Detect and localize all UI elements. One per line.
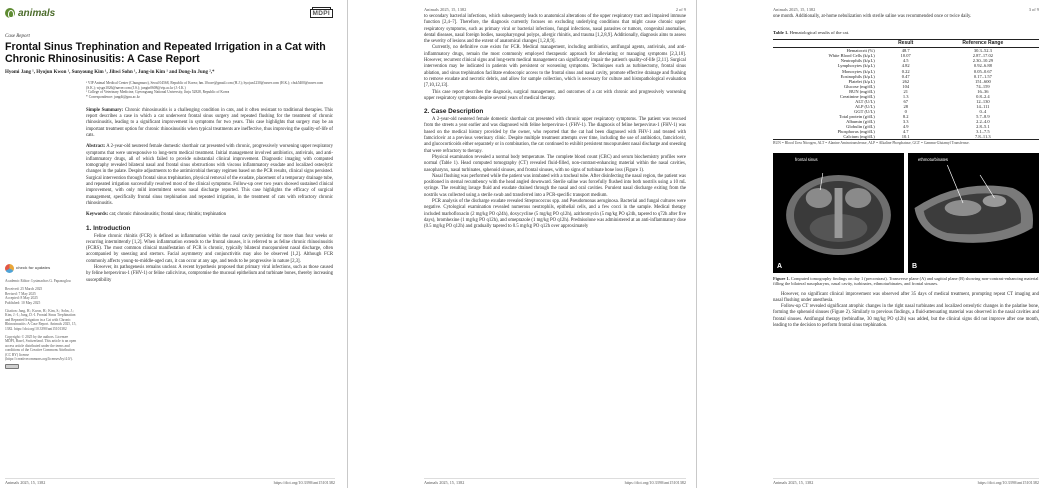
case-description-text — [424, 117, 686, 230]
page-number: 3 of 9 — [1028, 7, 1039, 12]
table-cell-parameter: Platelet (k/μL) — [848, 78, 875, 84]
page-number: 2 of 9 — [675, 7, 686, 12]
table-cell-result: 28 — [903, 103, 908, 109]
table-cell-range: 2.87–17.02 — [972, 53, 993, 59]
check-updates-icon — [5, 264, 14, 273]
paragraph: Currently, no definitive cure exists for FCR. Medical management, including antibiotics, antifungal agents, antivirals, and anti-inflammatory drugs, remain the most commonly employed therapeutic approach for alleviating or managing symptoms [2,3,10]. However, recurrent clinical signs and long-term medical management can significantly impair the patient's quality-of-life [2,11]. Surgical intervention may be indicated in patients with persistent or worsening symptoms. Techniques such as turbinectomy, frontal sinus ablation, and sinus trephination facilitate endoscopic access to the frontal sinus and nasal cavity, promote effective drainage and flushing to remove exudate and necrotic debris, and allow for sample collection, which is necessary for culture and histopathological evaluation [7,10,12,13]. — [424, 45, 686, 89]
paragraph: However, its pathogenesis remains unclear. A recent hypothesis proposed that primary viral infections, such as those caused by feline herpesvirus-1 (FHV-1) or feline calicivirus, compromise the mucosal epithelium and turbinate bones, thereby increasing susceptibility — [86, 265, 333, 283]
paragraph: A 2-year-old neutered female domestic shorthair cat presented with chronic upper respiratory symptoms. The patient was rescued from the streets a year earlier and was diagnosed with feline herpesvirus-1 (FHV-1). The diagnosis of feline herpesvirus-1 (FHV-1) was based on the medical history provided by the owner, who reported that the cat had been diagnosed with FHV-1 and treated with famciclovir at a previous veterinary clinic. Despite multiple treatment attempts over time, including the use of antibiotics, famciclovir, and glucocorticoids either separately or in combination, the cat continued to exhibit persistent mucopurulent nasal discharge and sneezing that were refractory to therapy. — [424, 117, 686, 154]
affiliation-line: ¹ VIP Animal Medical Center (Chungmuro), Seoul 04568, Republic of Korea; hm.10core@gmail.com (H.J.); hyojun1230@naver.com (H.K.); chsk5400@naver.com (S.K.); wjsgn1026@naver.com (J.S.); jungin0608@vip.ac.kr (J.-I.K.) — [86, 81, 324, 90]
doi-link[interactable]: https://doi.org/10.3390/ani15101382 — [624, 480, 686, 485]
table-cell-parameter: Eosinophils (k/μL) — [840, 73, 875, 79]
affiliation-line: * Correspondence: jungdi@gnu.ac.kr — [86, 95, 140, 100]
author-list: Hyomi Jang ¹, Hyojun Kwon ¹, Sunyoung Kim ¹, Jihwi Sohn ¹, Jung-in Kim ¹ and Dong-In Jung ²,* — [5, 70, 215, 75]
table-row — [773, 134, 1039, 140]
table-cell-parameter: ALP (U/L) — [855, 103, 875, 109]
table-cell-parameter: Glucose (mg/dL) — [843, 83, 875, 89]
table-cell-result: 67 — [903, 98, 908, 104]
table-cell-parameter: Creatinine (mg/dL) — [839, 93, 875, 99]
table-cell-parameter: Albumin (g/dL) — [846, 119, 875, 124]
table-cell-result: 0.47 — [901, 73, 910, 79]
page-header — [424, 6, 686, 13]
page-divider — [696, 0, 697, 488]
annotation-ethmoturbinates: ethmoturbinates — [918, 156, 949, 162]
table-cell-parameter: Hematocrit (%) — [846, 48, 875, 54]
page-header — [773, 6, 1039, 13]
table-header-row — [773, 40, 1039, 48]
table-cell-parameter: White Blood Cells (k/μL) — [828, 53, 875, 59]
page-divider — [347, 0, 348, 488]
table-header: Reference Range — [962, 40, 1004, 47]
body-text — [773, 14, 1039, 20]
doi-link[interactable]: https://doi.org/10.3390/ani15101382 — [273, 480, 335, 485]
page-footer — [5, 478, 335, 485]
cc-license-icon[interactable] — [5, 364, 19, 369]
table-cell-parameter: Neutrophils (k/μL) — [840, 58, 875, 64]
ct-image-transverse[interactable] — [773, 153, 904, 273]
table-cell-parameter: Calcium (mg/dL) — [843, 134, 875, 140]
page-footer — [424, 478, 686, 485]
table-cell-range: 0.05–0.67 — [973, 68, 992, 74]
simple-summary: Simple Summary: Chronic rhinosinusitis is a challenging condition in cats, and it often resistant to traditional therapies. This report describes a case in which a cat underwent frontal sinus surgery and repeated flushing for the treatment of chronic rhinosinusitis, leading to a significant improvement in symptoms for two years. This case highlights that surgery may be an important treatment option for chronic rhinosinusitis when typical treatments are ineffective, thus improving the quality-of-life of cats. — [86, 107, 334, 138]
body-text — [424, 14, 686, 102]
mdpi-logo[interactable]: MDPI — [310, 9, 333, 18]
page-3 — [698, 0, 1047, 488]
introduction-text — [86, 234, 333, 284]
table-cell-range: 151–600 — [974, 78, 991, 84]
table-cell-range: 2.30–10.29 — [972, 58, 993, 64]
table-cell-result: 48.7 — [901, 48, 910, 54]
table-cell-result: 4.5 — [902, 58, 909, 64]
table-header: Result — [898, 40, 914, 47]
table-cell-parameter: Lymphocytes (k/μL) — [837, 63, 875, 69]
section-heading-introduction: 1. Introduction — [86, 224, 131, 232]
table-cell-parameter: GGT (U/L) — [854, 108, 875, 114]
table-cell-result: 4.82 — [901, 63, 910, 69]
date-accepted: Accepted: 8 May 2025 — [5, 296, 38, 301]
academic-editor: Academic Editor: Lysimachos G. Papazoglou — [5, 279, 71, 283]
table-cell-range: 16–36 — [977, 88, 989, 94]
table-cell-result: 1.3 — [902, 93, 909, 99]
table-cell-range: 0.8–2.4 — [976, 93, 990, 99]
table-cell-range: 0–4 — [979, 108, 987, 114]
table-cell-range: 2.8–5.1 — [976, 124, 990, 130]
table-cell-parameter: Total protein (g/dL) — [839, 113, 875, 119]
paragraph: Feline chronic rhinitis (FCR) is defined as inflammation within the nasal cavity persisting for more than four weeks or recurring intermittently [1,2]. When inflammation extends to the frontal sinuses, it is referred to as feline chronic rhinosinusitis (FCRS). The most common clinical manifestation of FCR is chronic, typically bilateral mucopurulent nasal discharge, often accompanied by sneezing and stertors. Facial asymmetry and conjunctivitis may also be observed [1,2]. Although FCR commonly affects young-to-middle-aged cats, it can occur at any age, and tends to be progressive in nature [2,3]. — [86, 233, 333, 264]
citation-block: Citation: Jang, H.; Kwon, H.; Kim, S.; Sohn, J.; Kim, J.-I.; Jung, D.-I. Frontal Sinus Trephination and Repeated Irrigation in a Cat with Chronic Rhinosinusitis: A Case Report. Animals 2025, 15, 1382. https://doi.org/10.3390/ani15101382 — [5, 309, 77, 331]
paragraph: Nasal flushing was performed while the patient was intubated with a tracheal tube. After disinfecting the nasal region, the patient was positioned in sternal recumbency with the head angled downward. Sterile saline was forcefully flushed into both nostrils using a 10 mL syringe. The resulting lavage fluid and exudate drained through the nasal and oral cavities. Purulent nasal discharge exiting from the nostrils was collected using a sterile swab and transferred into a PCR-specific transport medium. — [424, 173, 686, 198]
affiliations — [86, 81, 333, 100]
table-caption: Table 1. Hematological results of the cat. — [773, 30, 850, 36]
ct-transverse-drawing — [773, 153, 904, 273]
hematology-table — [773, 39, 1039, 140]
dates-block — [5, 287, 77, 305]
panel-label-a: A — [777, 262, 783, 270]
page-1 — [0, 0, 345, 488]
table-cell-range: 74–159 — [976, 83, 990, 89]
table-cell-parameter: BUN (mg/dL) — [849, 88, 875, 94]
doi-link[interactable]: https://doi.org/10.3390/ani15101382 — [977, 480, 1039, 485]
paragraph: Physical examination revealed a normal body temperature. The complete blood count (CBC) and serum biochemistry profiles were normal (Table 1). Head computed tomography (CT) revealed fluid-filled, non-contrast-enhancing material within the nasal cavities, nasopharynx, nasal turbinates, sphenoid sinuses, and frontal sinuses, with no signs of turbinate bone loss (Figure 1). — [424, 154, 686, 173]
table-cell-range: 0.17–1.57 — [973, 73, 992, 79]
footer-citation: Animals 2025, 15, 1382 — [5, 480, 46, 485]
paragraph: PCR analysis of the discharge exudate revealed Streptococcus spp. and Pseudomonas aeruginosa. Bacterial and fungal cultures were negative. Cytological examination revealed numerous neutrophils, epithelial cells, and a few cocci in the sample. Medical therapy included marbofloxacin (2 mg/kg PO q24h), doxycycline (5 mg/kg PO q12h), azithromycin (5 mg/kg PO q24h, tapered to q72h after five days), bromhexine (1 mg/kg PO q12h), and omeprazole (1 mg/kg PO q12h). Prednisolone was administered at an anti-inflammatory dose (0.5 mg/kg PO q12h) and gradually tapered to 0.5 mg/kg PO q12h over approximately — [424, 199, 686, 230]
table-cell-result: 10.1 — [901, 134, 910, 140]
table-cell-result: 21 — [903, 88, 908, 94]
body-text — [773, 292, 1039, 330]
paragraph: Follow-up CT revealed significant atrophic changes in the right nasal turbinates and localized osteolytic changes in the palatine bone, forming the sphenoid sinuses (Figure 2). Similarly to previous findings, a fluid-attenuating material was observed in the nasal cavities and frontal sinuses. Antifungal therapy (terbinafine, 30 mg/kg PO q12h) was added, but the clinical signs did not improve after one month, leading to the decision to perform frontal sinus trephination. — [773, 304, 1039, 328]
figure-1 — [773, 153, 1039, 273]
footer-citation: Animals 2025, 15, 1382 — [424, 480, 465, 485]
table-cell-parameter: Globulin (g/dL) — [846, 124, 875, 130]
ct-sagittal-drawing — [908, 153, 1039, 273]
article-title: Frontal Sinus Trephination and Repeated Irrigation in a Cat with Chronic Rhinosinusitis: A Case Report — [5, 41, 326, 65]
paragraph: This case report describes the diagnosis, surgical management, and outcomes of a cat with chronic and progressively worsening upper respiratory symptoms despite several years of medical therapy. — [424, 89, 686, 101]
keywords: Keywords: cat; chronic rhinosinusitis; frontal sinus; rhinitis; trephination — [86, 212, 226, 218]
table-cell-range: 14–111 — [976, 103, 990, 109]
table-cell-parameter: Monocytes (k/μL) — [841, 68, 875, 74]
table-cell-result: 4.7 — [902, 129, 909, 135]
table-cell-parameter: Phosphorus (mg/dL) — [837, 129, 875, 135]
journal-logo[interactable] — [5, 8, 55, 19]
table-cell-range: 3.1–7.5 — [976, 129, 990, 135]
table-cell-result: 104 — [902, 83, 910, 89]
page-footer — [773, 478, 1039, 485]
date-received: Received: 25 March 2025 — [5, 287, 43, 292]
section-heading-case-description: 2. Case Description — [424, 108, 484, 116]
date-revised: Revised: 7 May 2025 — [5, 291, 36, 296]
table-cell-result: 3.3 — [902, 119, 909, 124]
paragraph: However, no significant clinical improvement was observed after 35 days of medical treatment, prompting repeat CT imaging and nasal flushing under anesthesia. — [773, 291, 1039, 303]
table-cell-result: 0.22 — [901, 68, 910, 74]
table-cell-range: 30.3–52.3 — [973, 48, 992, 54]
sidebar — [5, 264, 77, 370]
abstract: Abstract: A 2-year-old neutered female domestic shorthair cat presented with chronic, progressively worsening upper respiratory symptoms that were unresponsive to long-term medical treatment. Initial management involved antibiotics, antivirals, and anti-inflammatory drugs, all of which failed to provide substantial clinical improvement. Diagnostic imaging with computed tomography revealed bilateral nasal and frontal sinus obstructions with viscous inflammatory exudate and localized osteolytic changes in the palate. Despite adjustments to the antimicrobial therapy regimen based on the PCR results, clinical signs persisted. Surgical intervention through frontal sinus trephination, physical removal of the exudate, placement of a temporary drainage tube, and repeated irrigation successfully resolved most of the clinical symptoms. Follow-up over two years showed sustained clinical improvement, with only mild intermittent serous nasal discharge reported. This case highlights the efficacy of surgical management, specifically frontal sinus trephination and repeated irrigation, in the treatment of cats with refractory chronic rhinosinusitis. — [86, 144, 333, 206]
table-cell-range: 5.7–8.9 — [976, 113, 990, 119]
table-cell-result: 4.9 — [902, 124, 909, 130]
date-published: Published: 10 May 2025 — [5, 300, 41, 305]
ct-image-sagittal[interactable] — [908, 153, 1039, 273]
animals-logo-icon — [5, 8, 15, 18]
table-footnote: BUN = Blood Urea Nitrogen, ALT = Alanine Aminotransferase, ALP = Alkaline Phosphatase, GGT = Gamma-Glutamyl Transferase. — [773, 141, 970, 146]
table-cell-range: 2.2–4.0 — [976, 119, 990, 124]
table-cell-result: 8.2 — [902, 113, 909, 119]
table-cell-result: 262 — [902, 78, 910, 84]
header-citation: Animals 2025, 15, 1382 — [773, 7, 816, 12]
footer-citation: Animals 2025, 15, 1382 — [773, 480, 814, 485]
table-cell-range: 12–130 — [976, 98, 990, 104]
paragraph: to secondary bacterial infections, which subsequently leads to anatomical alterations of the upper respiratory tract and impaired immune function [2,4–7]. Therefore, the diagnosis currently focuses on excluding underlying conditions that might cause chronic upper respiratory symptoms, such as primary viral or bacterial infections, fungal infections, nasal parasites or tumors, congenital anomalies, dental diseases, nasal foreign bodies, nasopharyngeal polyps, allergic rhinitis, and trauma [1,2,8,9]. Additionally, diagnosis aims to assess the severity of lesions and the extent of anatomical changes [1,2,8,9]. — [424, 14, 686, 45]
paragraph: one month. Additionally, at-home nebulization with sterile saline was recommended once or twice daily. — [773, 14, 972, 19]
annotation-frontal-sinus: frontal sinus — [795, 156, 818, 162]
affiliation-line: ² College of Veterinary Medicine, Gyeongsang National University, Jinju 52828, Republic of Korea — [86, 90, 230, 95]
page-2 — [349, 0, 694, 488]
panel-label-b: B — [912, 262, 918, 270]
check-for-updates-button[interactable]: check for updates — [5, 264, 77, 273]
figure-caption: Figure 1. Computed tomography findings on day 1 (precontrast). Transverse plane (A) and sagittal plane (B) showing non-contrast-enhancing material filling the bilateral nasopharynx, nasal cavity, turbinates, ethmoturbinates, and frontal sinuses. — [773, 275, 1039, 287]
table-cell-result: 10.07 — [900, 53, 911, 59]
table-cell-range: 0.92–6.88 — [973, 63, 992, 69]
header-citation: Animals 2025, 15, 1382 — [424, 7, 467, 12]
table-cell-result: 0 — [904, 108, 907, 114]
table-header — [773, 40, 885, 48]
table-cell-parameter: ALT (U/L) — [855, 98, 875, 104]
table-cell-range: 7.8–11.3 — [975, 134, 991, 140]
copyright-block: Copyright: © 2025 by the authors. Licensee MDPI, Basel, Switzerland. This article is an open access article distributed under the terms and conditions of the Creative Commons Attribution (CC BY) license (https://creativecommons.org/licenses/by/4.0/). — [5, 335, 77, 362]
journal-name: animals — [18, 7, 56, 19]
article-type: Case Report — [5, 34, 30, 39]
